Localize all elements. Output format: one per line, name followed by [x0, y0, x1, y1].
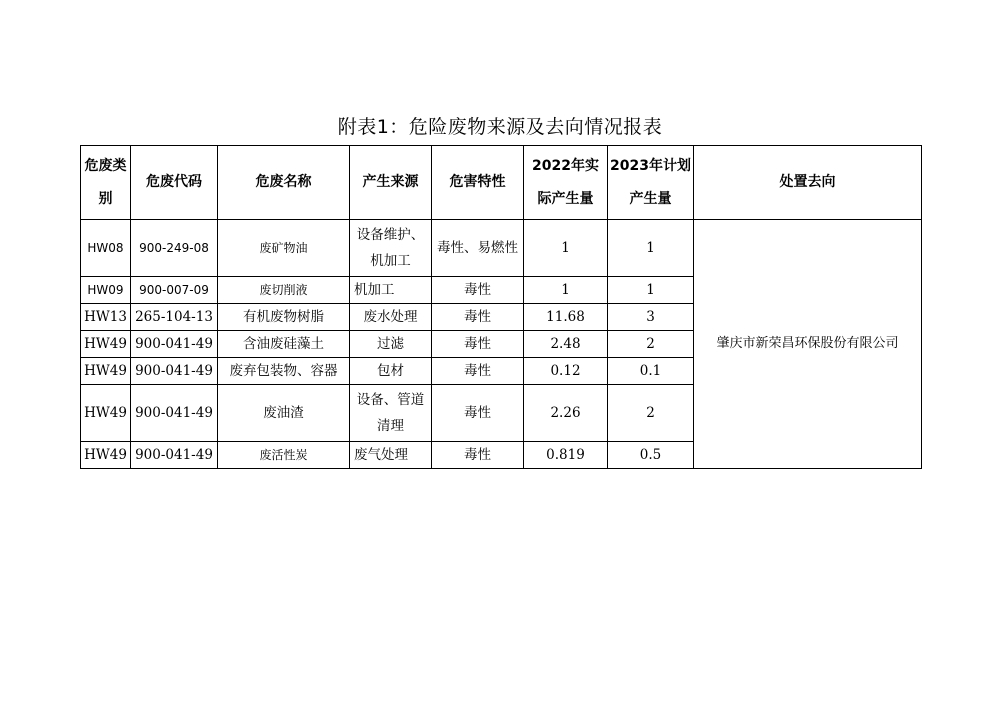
- cell-category: HW49: [81, 331, 131, 358]
- cell-name: 废矿物油: [218, 220, 350, 277]
- cell-hazard: 毒性、易燃性: [432, 220, 524, 277]
- cell-amount-2022: 11.68: [524, 304, 608, 331]
- cell-name: 废弃包装物、容器: [218, 358, 350, 385]
- table-header-row: [81, 146, 922, 220]
- cell-name: 有机废物树脂: [218, 304, 350, 331]
- header-amount-2023: 2023年计划产生量: [608, 146, 694, 220]
- cell-code: 900-249-08: [131, 220, 218, 277]
- cell-code: 900-041-49: [131, 385, 218, 442]
- cell-source: 机加工: [350, 277, 432, 304]
- cell-amount-2023: 1: [608, 220, 694, 277]
- cell-source: 过滤: [350, 331, 432, 358]
- cell-amount-2022: 2.26: [524, 385, 608, 442]
- cell-amount-2023: 2: [608, 331, 694, 358]
- cell-hazard: 毒性: [432, 442, 524, 469]
- cell-category: HW13: [81, 304, 131, 331]
- cell-code: 900-041-49: [131, 358, 218, 385]
- cell-amount-2022: 1: [524, 277, 608, 304]
- cell-amount-2023: 2: [608, 385, 694, 442]
- header-code: 危废代码: [131, 146, 218, 220]
- cell-hazard: 毒性: [432, 277, 524, 304]
- cell-category: HW09: [81, 277, 131, 304]
- header-source: 产生来源: [350, 146, 432, 220]
- cell-amount-2023: 1: [608, 277, 694, 304]
- cell-hazard: 毒性: [432, 358, 524, 385]
- cell-source: 包材: [350, 358, 432, 385]
- header-destination: 处置去向: [694, 146, 922, 220]
- cell-code: 900-041-49: [131, 442, 218, 469]
- cell-category: HW49: [81, 358, 131, 385]
- cell-hazard: 毒性: [432, 304, 524, 331]
- header-hazard: 危害特性: [432, 146, 524, 220]
- table-row: [81, 220, 922, 277]
- cell-category: HW08: [81, 220, 131, 277]
- page-title: 附表1：危险废物来源及去向情况报表: [337, 116, 663, 138]
- cell-name: 含油废硅藻土: [218, 331, 350, 358]
- cell-source: 废气处理: [350, 442, 432, 469]
- header-name: 危废名称: [218, 146, 350, 220]
- cell-category: HW49: [81, 442, 131, 469]
- cell-amount-2022: 2.48: [524, 331, 608, 358]
- cell-code: 900-007-09: [131, 277, 218, 304]
- header-amount-2022: 2022年实际产生量: [524, 146, 608, 220]
- cell-amount-2022: 1: [524, 220, 608, 277]
- cell-name: 废油渣: [218, 385, 350, 442]
- cell-name: 废切削液: [218, 277, 350, 304]
- cell-amount-2023: 3: [608, 304, 694, 331]
- cell-amount-2023: 0.1: [608, 358, 694, 385]
- cell-destination: 肇庆市新荣昌环保股份有限公司: [694, 220, 922, 469]
- cell-source: 设备、管道清理: [350, 385, 432, 442]
- cell-code: 900-041-49: [131, 331, 218, 358]
- cell-amount-2022: 0.12: [524, 358, 608, 385]
- cell-code: 265-104-13: [131, 304, 218, 331]
- cell-source: 设备维护、机加工: [350, 220, 432, 277]
- cell-hazard: 毒性: [432, 331, 524, 358]
- cell-amount-2023: 0.5: [608, 442, 694, 469]
- cell-source: 废水处理: [350, 304, 432, 331]
- cell-hazard: 毒性: [432, 385, 524, 442]
- cell-name: 废活性炭: [218, 442, 350, 469]
- hazardous-waste-table: [80, 145, 922, 469]
- header-category: 危废类别: [81, 146, 131, 220]
- cell-category: HW49: [81, 385, 131, 442]
- cell-amount-2022: 0.819: [524, 442, 608, 469]
